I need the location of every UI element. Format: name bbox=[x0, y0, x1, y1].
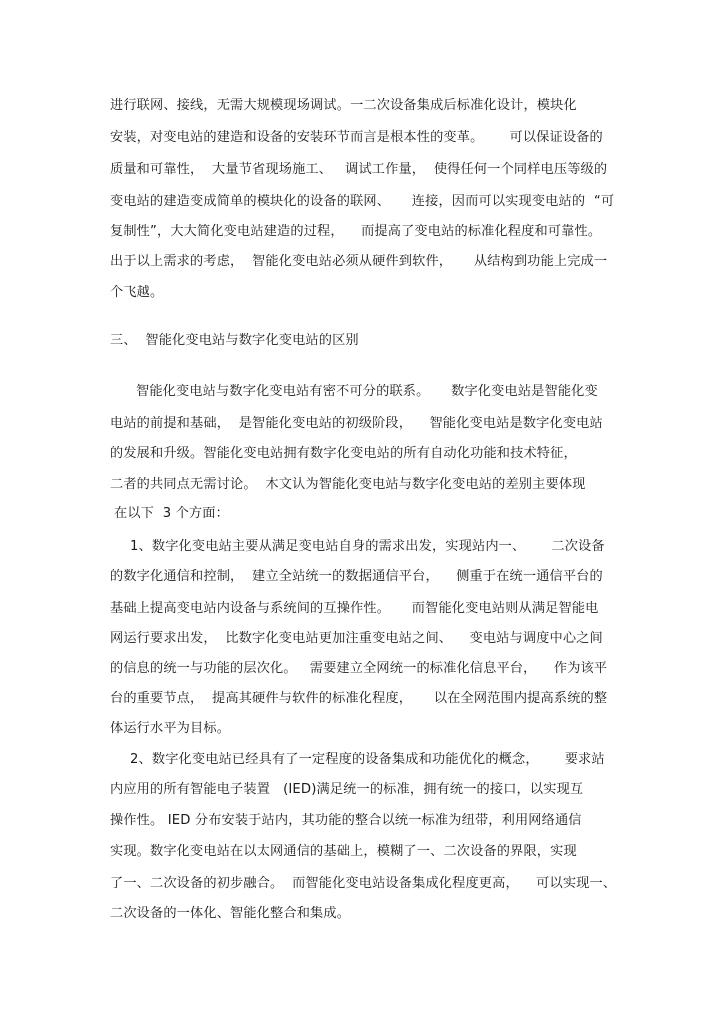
text-line: 1、数字化变电站主要从满足变电站自身的需求出发，实现站内一、 二次设备 bbox=[130, 539, 605, 554]
text-line: 复制性”，大大简化变电站建造的过程， 而提高了变电站的标准化程度和可靠性。 bbox=[110, 224, 602, 239]
text-line: 质量和可靠性， 大量节省现场施工、 调试工作量， 使得任何一个同样电压等级的 bbox=[110, 162, 608, 177]
text-line: 台的重要节点， 提高其硬件与软件的标准化程度， 以在全网范围内提高系统的整 bbox=[110, 691, 608, 706]
text-line: 网运行要求出发， 比数字化变电站更加注重变电站之间、 变电站与调度中心之间 bbox=[110, 631, 603, 646]
text-line: 在以下 3 个方面： bbox=[114, 506, 229, 521]
text-line: 基础上提高变电站内设备与系统间的互操作性。 而智能化变电站则从满足智能电 bbox=[110, 601, 599, 616]
text-line: 2、数字化变电站已经具有了一定程度的设备集成和功能优化的概念， 要求站 bbox=[130, 752, 605, 767]
text-line: 的数字化通信和控制， 建立全站统一的数据通信平台， 侧重于在统一通信平台的 bbox=[110, 569, 603, 584]
section-heading: 三、 智能化变电站与数字化变电站的区别 bbox=[110, 333, 359, 348]
text-line: 变电站的建造变成简单的模块化的设备的联网、 连接，因而可以实现变电站的 “可 bbox=[110, 194, 615, 209]
text-line: 了一、二次设备的初步融合。 而智能化变电站设备集成化程度更高， 可以实现一、 bbox=[110, 876, 617, 891]
text-line: 的发展和升级。智能化变电站拥有数字化变电站的所有自动化功能和技术特征， bbox=[110, 446, 577, 461]
text-line: 出于以上需求的考虑， 智能化变电站必须从硬件到软件， 从结构到功能上完成一 bbox=[110, 254, 608, 269]
text-line: 安装，对变电站的建造和设备的安装环节而言是根本性的变革。 可以保证设备的 bbox=[110, 130, 603, 145]
text-line: 内应用的所有智能电子装置 (IED)满足统一的标准，拥有统一的接口，以实现互 bbox=[110, 782, 584, 797]
text-line: 操作性。 IED 分布安装于站内，其功能的整合以统一标准为纽带，利用网络通信 bbox=[110, 813, 582, 828]
text-line: 进行联网、接线，无需大规模现场调试。一二次设备集成后标准化设计，模块化 bbox=[110, 98, 577, 113]
text-line: 个飞越。 bbox=[110, 285, 164, 300]
text-line: 二次设备的一体化、智能化整合和集成。 bbox=[110, 906, 351, 921]
text-line: 实现。数字化变电站在以太网通信的基础上，模糊了一、二次设备的界限，实现 bbox=[110, 844, 577, 859]
text-line: 智能化变电站与数字化变电站有密不可分的联系。 数字化变电站是智能化变 bbox=[136, 384, 598, 399]
text-line: 的信息的统一与功能的层次化。 需要建立全网统一的标准化信息平台， 作为该平 bbox=[110, 661, 608, 676]
text-line: 电站的前提和基础， 是智能化变电站的初级阶段， 智能化变电站是数字化变电站 bbox=[110, 416, 603, 431]
text-line: 二者的共同点无需讨论。 木文认为智能化变电站与数字化变电站的差别主要体现 bbox=[110, 477, 586, 492]
text-line: 体运行水平为目标。 bbox=[110, 721, 231, 736]
